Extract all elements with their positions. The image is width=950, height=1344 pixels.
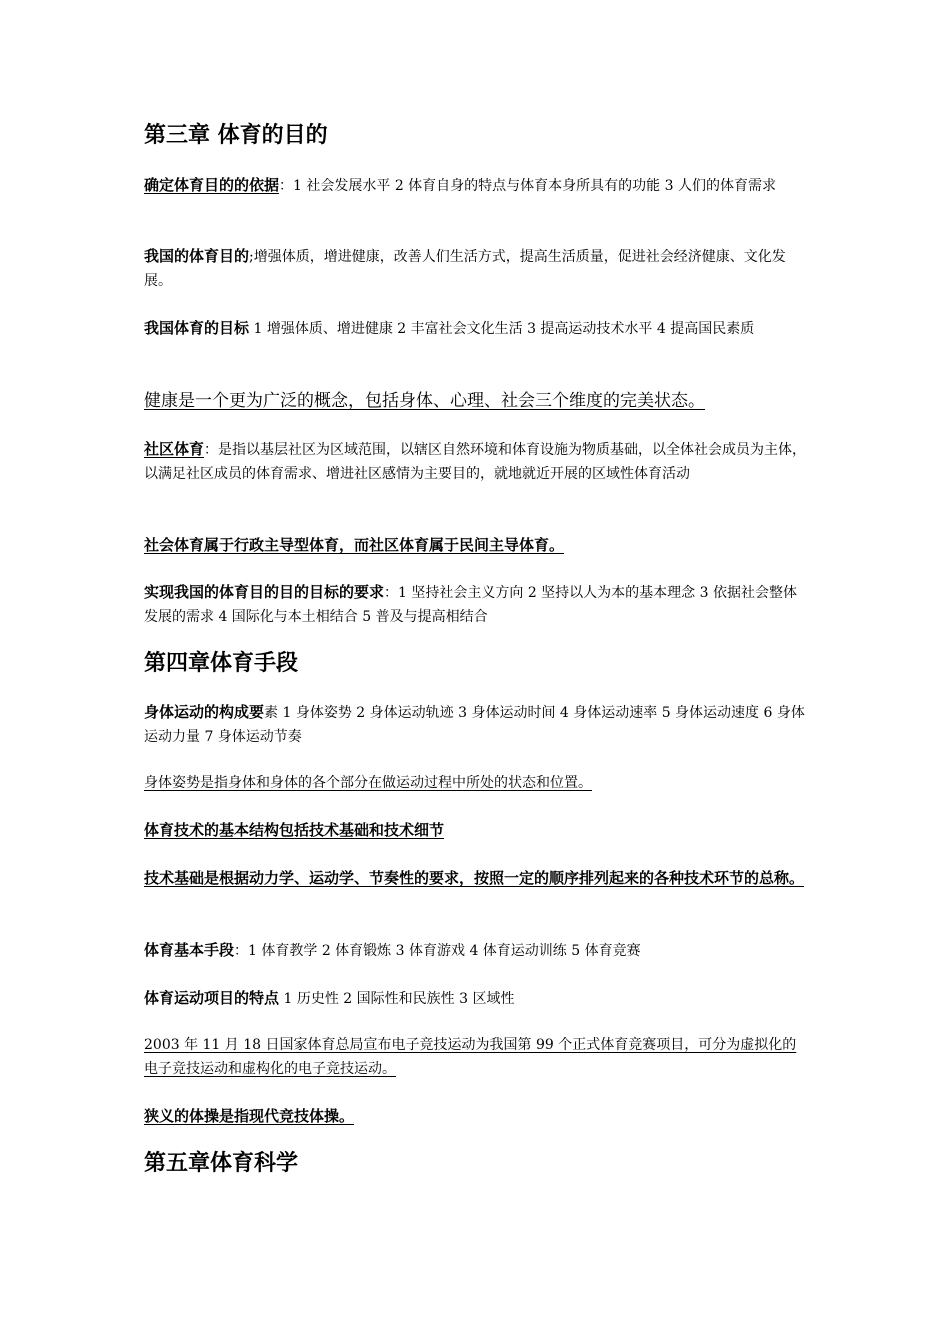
- paragraph-tech-basis: [144, 866, 808, 891]
- social-text: 社会体育属于行政主导型体育，而社区体育属于民间主导体育。: [144, 536, 565, 554]
- chapter-3-title: 第三章 体育的目的: [144, 123, 328, 148]
- features-text: 1 历史性 2 国际性和民族性 3 区域性: [279, 991, 515, 1007]
- goal-text: 1 增强体质、增进健康 2 丰富社会文化生活 3 提高运动技术水平 4 提高国民素质: [249, 321, 755, 337]
- paragraph-posture: [144, 771, 808, 795]
- paragraph-structure: [144, 818, 808, 843]
- goal-label: 我国体育的目标: [144, 319, 250, 337]
- paragraph-means: [144, 938, 808, 963]
- requirements-label: 实现我国的体育目的目的目标的要求: [144, 583, 385, 601]
- paragraph-health: [144, 388, 808, 414]
- chapter-4-title: 第四章体育手段: [144, 651, 299, 676]
- paragraph-goal: [144, 316, 808, 341]
- paragraph-requirements: [144, 580, 808, 629]
- gymnastics-text: 狭义的体操是指现代竞技体操。: [144, 1107, 355, 1125]
- purpose-label: 我国的体育目的: [144, 247, 250, 265]
- requirements-text: ：1 坚持社会主义方向 2 坚持以人为本的基本理念 3 依据社会整体发展的需求 4 国际化与本土相结合 5 普及与提高相结合: [144, 585, 797, 625]
- paragraph-gymnastics: [144, 1104, 808, 1129]
- paragraph-purpose: [144, 244, 808, 293]
- paragraph-features: [144, 986, 808, 1011]
- basis-label: 确定体育目的的依据: [144, 176, 280, 194]
- health-text: 健康是一个更为广泛的概念，包括身体、心理、社会三个维度的完美状态。: [144, 391, 705, 411]
- paragraph-community: [144, 437, 808, 486]
- paragraph-elements: [144, 700, 808, 749]
- paragraph-social: [144, 533, 808, 558]
- community-text: ：是指以基层社区为区域范围，以辖区自然环境和体育设施为物质基础，以全体社会成员为主体，以满足社区成员的体育需求、增进社区感情为主要目的，就地就近开展的区域性体育活动: [144, 442, 807, 482]
- paragraph-esports: [144, 1033, 808, 1081]
- community-label: 社区体育: [144, 440, 205, 458]
- means-text: ：1 体育教学 2 体育锻炼 3 体育游戏 4 体育运动训练 5 体育竞赛: [234, 943, 641, 959]
- esports-text: 2003 年 11 月 18 日国家体育总局宣布电子竞技运动为我国第 99 个正式体育竞赛项目，可分为虚拟化的电子竞技运动和虚构化的电子竞技运动。: [144, 1037, 797, 1077]
- elements-label: 身体运动的构成要: [144, 703, 265, 721]
- paragraph-basis: [144, 173, 808, 198]
- chapter-5-title: 第五章体育科学: [144, 1151, 299, 1176]
- features-label: 体育运动项目的特点: [144, 989, 280, 1007]
- posture-text: 身体姿势是指身体和身体的各个部分在做运动过程中所处的状态和位置。: [144, 775, 592, 791]
- purpose-text: ;增强体质，增进健康，改善人们生活方式，提高生活质量，促进社会经济健康、文化发展。: [144, 249, 786, 289]
- tech-basis-text: 技术基础是根据动力学、运动学、节奏性的要求，按照一定的顺序排列起来的各种技术环节的总称。: [144, 869, 805, 887]
- structure-text: 体育技术的基本结构包括技术基础和技术细节: [144, 821, 445, 839]
- elements-text: 素 1 身体姿势 2 身体运动轨迹 3 身体运动时间 4 身体运动速率 5 身体运动速度 6 身体运动力量 7 身体运动节奏: [144, 705, 805, 745]
- means-label: 体育基本手段: [144, 941, 235, 959]
- basis-text: ：1 社会发展水平 2 体育自身的特点与体育本身所具有的功能 3 人们的体育需求: [279, 178, 776, 194]
